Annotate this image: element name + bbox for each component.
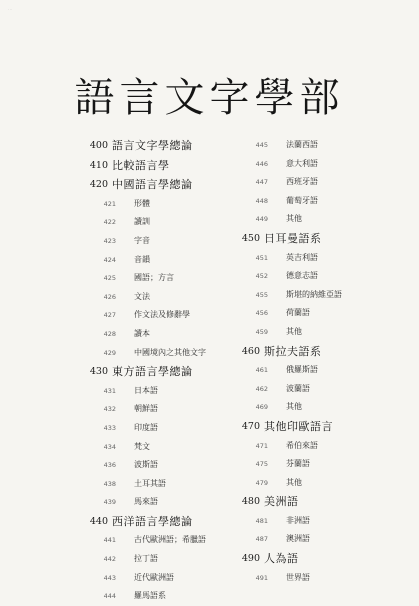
class-code: 447 <box>255 178 268 187</box>
class-code: 438 <box>103 479 116 488</box>
sub-category-entry <box>72 325 242 344</box>
sub-category-entry <box>228 173 398 192</box>
class-code: 400 <box>89 140 108 151</box>
class-code: 431 <box>103 386 116 395</box>
corner-note: ... <box>8 6 13 11</box>
sub-category-entry <box>72 419 242 438</box>
class-code: 475 <box>255 460 268 469</box>
sub-category-entry <box>228 267 398 286</box>
class-code: 430 <box>89 366 108 378</box>
class-code: 432 <box>103 405 116 414</box>
sub-category-entry <box>72 382 242 401</box>
class-code: 491 <box>255 573 268 582</box>
main-category-entry <box>72 512 242 532</box>
class-code: 426 <box>103 292 116 301</box>
class-label: 非洲語 <box>286 515 310 525</box>
sub-category-entry <box>228 286 398 305</box>
sub-category-entry <box>72 475 242 494</box>
class-code: 436 <box>103 461 116 470</box>
class-code: 446 <box>255 159 268 168</box>
class-label: 形體 <box>134 198 150 208</box>
class-code: 441 <box>103 536 116 545</box>
sub-category-entry <box>72 306 242 325</box>
classification-list-right <box>228 136 398 587</box>
class-code: 452 <box>255 272 268 281</box>
class-label: 斯堪的納維亞語 <box>286 289 342 299</box>
sub-category-entry <box>228 323 398 342</box>
class-code: 481 <box>255 516 268 525</box>
class-code: 429 <box>103 348 116 357</box>
sub-category-entry <box>72 493 242 512</box>
class-code: 423 <box>103 236 116 245</box>
sub-category-entry <box>228 398 398 417</box>
sub-category-entry <box>228 210 398 229</box>
class-label: 希伯來語 <box>286 440 318 450</box>
class-label: 法蘭西語 <box>286 140 318 149</box>
class-code: 451 <box>255 253 268 262</box>
class-code: 459 <box>255 327 268 336</box>
class-label: 英吉利語 <box>286 252 318 262</box>
sub-category-entry <box>72 195 242 214</box>
class-label: 其他 <box>286 326 302 336</box>
class-code: 471 <box>255 441 268 450</box>
class-label: 作文法及修辭學 <box>134 310 190 320</box>
sub-category-entry <box>72 251 242 270</box>
main-category-entry <box>228 417 398 437</box>
main-category-entry <box>228 549 398 569</box>
class-label: 日本語 <box>134 385 158 395</box>
sub-category-entry <box>72 550 242 569</box>
sub-category-entry <box>228 192 398 211</box>
sub-category-entry <box>72 569 242 588</box>
sub-category-entry <box>72 587 242 606</box>
sub-category-entry <box>72 400 242 419</box>
class-label: 其他 <box>286 477 302 487</box>
class-label: 印度語 <box>134 422 158 432</box>
class-code: 461 <box>255 366 268 375</box>
class-label: 拉丁語 <box>134 554 158 564</box>
sub-category-entry <box>228 437 398 456</box>
class-code: 450 <box>241 232 260 244</box>
class-label: 意大利語 <box>286 158 318 168</box>
main-category-entry <box>72 175 242 195</box>
class-code: 422 <box>103 218 116 227</box>
sub-category-entry <box>72 232 242 251</box>
class-label: 其他 <box>286 402 302 412</box>
class-label: 近代歐洲語 <box>134 572 174 582</box>
class-label: 字音 <box>134 235 150 245</box>
class-label: 音韻 <box>134 254 150 264</box>
class-code: 449 <box>255 215 268 224</box>
class-label: 朝鮮語 <box>134 404 158 414</box>
class-label: 日耳曼語系 <box>264 231 322 245</box>
class-label: 俄羅斯語 <box>286 365 318 375</box>
class-code: 442 <box>103 555 116 564</box>
class-label: 芬蘭語 <box>286 459 310 469</box>
class-label: 梵文 <box>134 441 150 451</box>
main-category-entry <box>228 229 398 249</box>
class-label: 語言文字學總論 <box>112 139 193 152</box>
class-label: 人為語 <box>264 552 299 566</box>
sub-category-entry <box>72 288 242 307</box>
sub-category-entry <box>228 530 398 549</box>
sub-category-entry <box>228 380 398 399</box>
class-label: 西洋語言學總論 <box>112 514 193 528</box>
class-label: 其他 <box>286 214 302 224</box>
class-code: 456 <box>255 309 268 318</box>
sub-category-entry <box>228 474 398 493</box>
class-code: 480 <box>241 496 260 508</box>
class-label: 荷蘭語 <box>286 308 310 318</box>
sub-category-entry <box>72 269 242 288</box>
class-code: 425 <box>103 274 116 283</box>
class-code: 427 <box>103 311 116 320</box>
classification-list-left <box>72 136 242 606</box>
class-label: 世界語 <box>286 572 310 582</box>
class-code: 469 <box>255 403 268 412</box>
main-category-entry <box>72 156 242 176</box>
sub-category-entry <box>228 136 398 155</box>
class-code: 439 <box>103 498 116 507</box>
class-label: 德意志語 <box>286 271 318 281</box>
class-label: 馬來語 <box>134 497 158 507</box>
class-code: 470 <box>241 420 260 432</box>
class-label: 古代歐洲語；希臘語 <box>134 535 206 545</box>
class-code: 487 <box>255 535 268 544</box>
main-category-entry <box>228 492 398 512</box>
class-label: 波斯語 <box>134 460 158 470</box>
class-code: 443 <box>103 573 116 582</box>
class-label: 國語；方言 <box>134 273 174 283</box>
class-label: 中國語言學總論 <box>112 178 193 192</box>
class-code: 433 <box>103 423 116 432</box>
class-code: 428 <box>103 329 116 338</box>
sub-category-entry <box>72 531 242 550</box>
class-label: 東方語言學總論 <box>112 365 193 379</box>
sub-category-entry <box>228 361 398 380</box>
sub-category-entry <box>228 304 398 323</box>
page-title: 語言文字學部 <box>74 75 345 121</box>
class-code: 479 <box>255 478 268 487</box>
main-category-entry <box>72 362 242 382</box>
class-code: 445 <box>255 141 268 149</box>
class-code: 448 <box>255 196 268 205</box>
class-code: 460 <box>241 345 260 357</box>
class-label: 美洲語 <box>264 495 299 509</box>
class-label: 其他印歐語言 <box>264 419 333 433</box>
class-label: 比較語言學 <box>112 158 170 172</box>
class-label: 澳洲語 <box>286 534 310 544</box>
sub-category-entry <box>72 213 242 232</box>
class-code: 410 <box>89 159 108 171</box>
sub-category-entry <box>228 455 398 474</box>
sub-category-entry <box>228 512 398 531</box>
main-category-entry <box>228 342 398 362</box>
class-code: 490 <box>241 553 260 565</box>
class-label: 羅馬語系 <box>134 591 166 601</box>
class-code: 462 <box>255 384 268 393</box>
sub-category-entry <box>228 569 398 588</box>
class-label: 文法 <box>134 291 150 301</box>
class-code: 424 <box>103 255 116 264</box>
class-code: 444 <box>103 592 116 601</box>
class-label: 斯拉夫語系 <box>264 344 322 358</box>
class-code: 455 <box>255 290 268 299</box>
sub-category-entry <box>72 344 242 363</box>
sub-category-entry <box>72 438 242 457</box>
class-label: 讀訓 <box>134 217 150 227</box>
class-code: 440 <box>89 515 108 527</box>
sub-category-entry <box>228 155 398 174</box>
main-category-entry <box>72 136 242 156</box>
class-code: 421 <box>103 199 116 208</box>
sub-category-entry <box>72 456 242 475</box>
class-label: 西班牙語 <box>286 177 318 187</box>
class-code: 434 <box>103 442 116 451</box>
class-label: 土耳其語 <box>134 478 166 488</box>
class-label: 波蘭語 <box>286 383 310 393</box>
class-label: 中國境內之其他文字 <box>134 347 206 357</box>
class-label: 葡萄牙語 <box>286 195 318 205</box>
class-code: 420 <box>89 179 108 191</box>
class-label: 讀本 <box>134 328 150 338</box>
sub-category-entry <box>228 249 398 268</box>
